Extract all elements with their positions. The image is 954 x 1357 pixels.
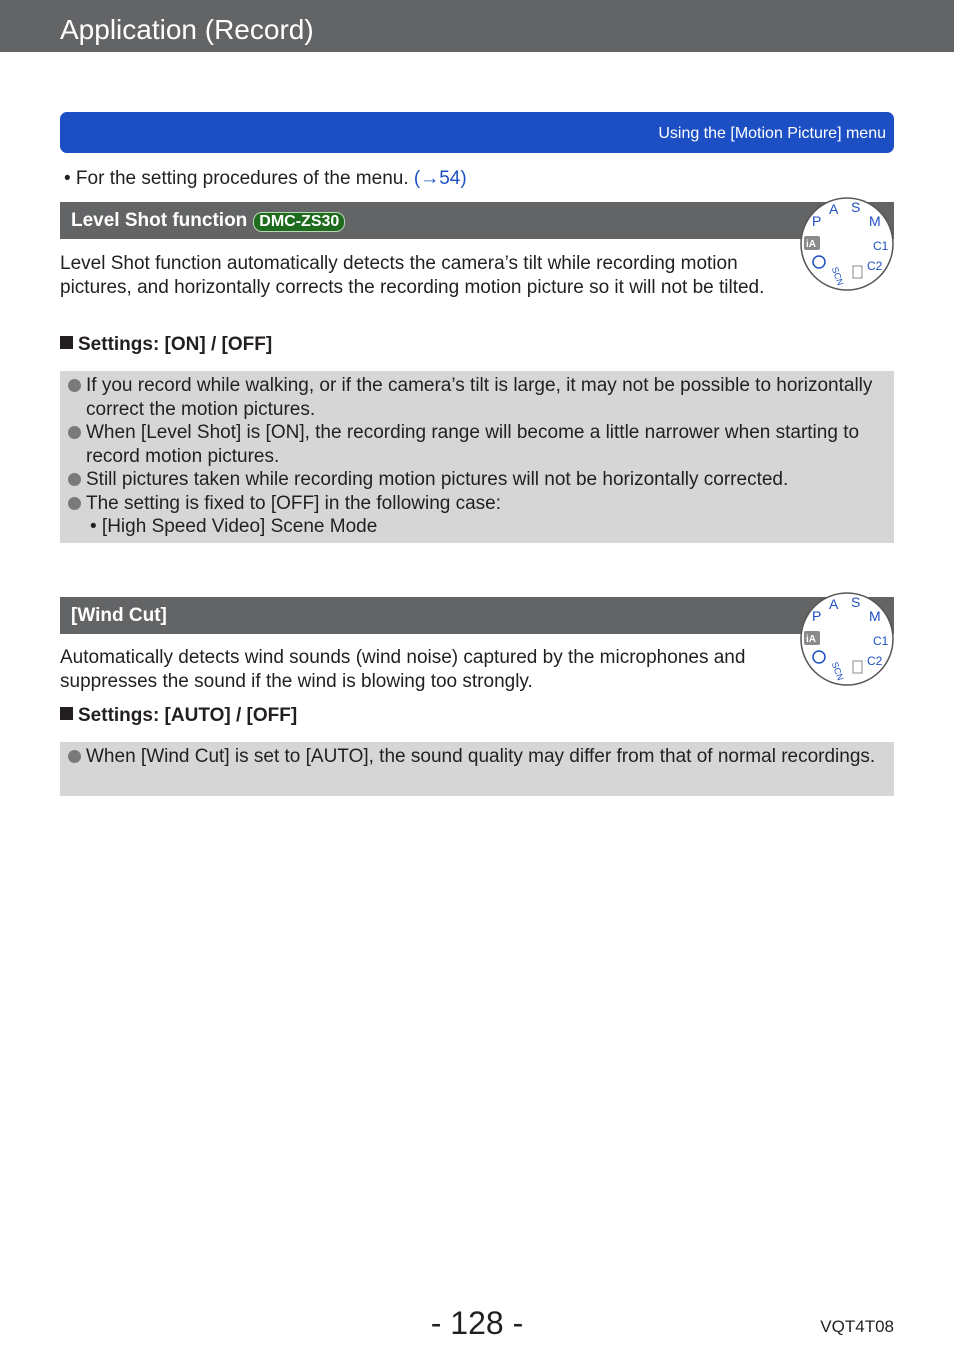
note-item bbox=[68, 374, 886, 421]
dial-label-ia: iA bbox=[806, 239, 816, 250]
model-badge: DMC-ZS30 bbox=[253, 212, 345, 232]
settings-line bbox=[60, 334, 272, 356]
settings-text: Settings: [AUTO] / [OFF] bbox=[78, 705, 298, 726]
bullet-dot-icon bbox=[68, 426, 81, 439]
note-item bbox=[68, 421, 886, 468]
dial-label-c1: C1 bbox=[873, 634, 889, 648]
page-title: Application (Record) bbox=[60, 14, 314, 45]
bullet-dot-icon bbox=[68, 750, 81, 763]
note-text: When [Wind Cut] is set to [AUTO], the sound quality may differ from that of normal recordings. bbox=[86, 746, 876, 767]
note-text: If you record while walking, or if the camera’s tilt is large, it may not be possible to horizontally correct the motion pictures. bbox=[86, 375, 873, 420]
note-text: When [Level Shot] is [ON], the recording range will become a little narrower when starting to record motion pictures. bbox=[86, 422, 860, 467]
settings-line bbox=[60, 705, 297, 727]
bullet-dot-icon bbox=[68, 497, 81, 510]
settings-text: Settings: [ON] / [OFF] bbox=[78, 334, 273, 355]
note-item bbox=[68, 492, 886, 516]
mode-dial-icon bbox=[799, 196, 895, 292]
note-item bbox=[68, 468, 886, 492]
bullet-dot-icon bbox=[68, 473, 81, 486]
note-text: The setting is fixed to [OFF] in the following case: bbox=[86, 492, 502, 514]
banner-label: Using the [Motion Picture] menu bbox=[658, 125, 886, 142]
document-code: VQT4T08 bbox=[820, 1317, 894, 1336]
header-bar bbox=[0, 0, 954, 52]
note-item bbox=[68, 745, 886, 769]
section-title: [Wind Cut] bbox=[71, 605, 167, 626]
dial-label-a: A bbox=[829, 201, 839, 217]
dial-label-p: P bbox=[812, 213, 822, 229]
section-banner bbox=[60, 112, 894, 153]
intro-label: • For the setting procedures of the menu. bbox=[64, 168, 414, 189]
notes-box bbox=[60, 371, 894, 543]
dial-label-scn: SCN bbox=[829, 660, 846, 682]
dial-label-m: M bbox=[869, 213, 881, 229]
square-bullet-icon bbox=[60, 336, 73, 349]
section-header-wind-cut bbox=[60, 597, 894, 634]
dial-label-c2: C2 bbox=[867, 259, 883, 273]
note-text: Still pictures taken while recording motion pictures will not be horizontally corrected. bbox=[86, 469, 789, 490]
dial-label-m: M bbox=[869, 608, 881, 624]
dial-label-c2: C2 bbox=[867, 654, 883, 668]
bullet-dot-icon bbox=[68, 379, 81, 392]
page-reference-link[interactable]: (→54) bbox=[413, 168, 467, 189]
page-number: - 128 - bbox=[430, 1305, 524, 1341]
section-body: Automatically detects wind sounds (wind noise) captured by the microphones and suppresses the sound if the wind is blowing too strongly. bbox=[60, 647, 746, 692]
section-header-level-shot bbox=[60, 202, 894, 239]
notes-box bbox=[60, 742, 894, 796]
dial-label-s: S bbox=[851, 594, 861, 610]
section-body: Level Shot function automatically detects the camera’s tilt while recording motion pictures, and horizontally corrects the recording motion picture so it will not be tilted. bbox=[60, 253, 765, 298]
intro-text bbox=[64, 168, 467, 190]
mode-dial-icon bbox=[799, 591, 895, 687]
dial-label-scn: SCN bbox=[829, 265, 846, 287]
dial-label-ia: iA bbox=[806, 634, 816, 645]
section-title-text: Level Shot function bbox=[71, 210, 248, 231]
dial-label-p: P bbox=[812, 608, 822, 624]
sub-note-item: • [High Speed Video] Scene Mode bbox=[90, 516, 378, 537]
section-title bbox=[71, 210, 345, 232]
dial-label-c1: C1 bbox=[873, 239, 889, 253]
square-bullet-icon bbox=[60, 707, 73, 720]
dial-label-a: A bbox=[829, 596, 839, 612]
dial-label-s: S bbox=[851, 199, 861, 215]
